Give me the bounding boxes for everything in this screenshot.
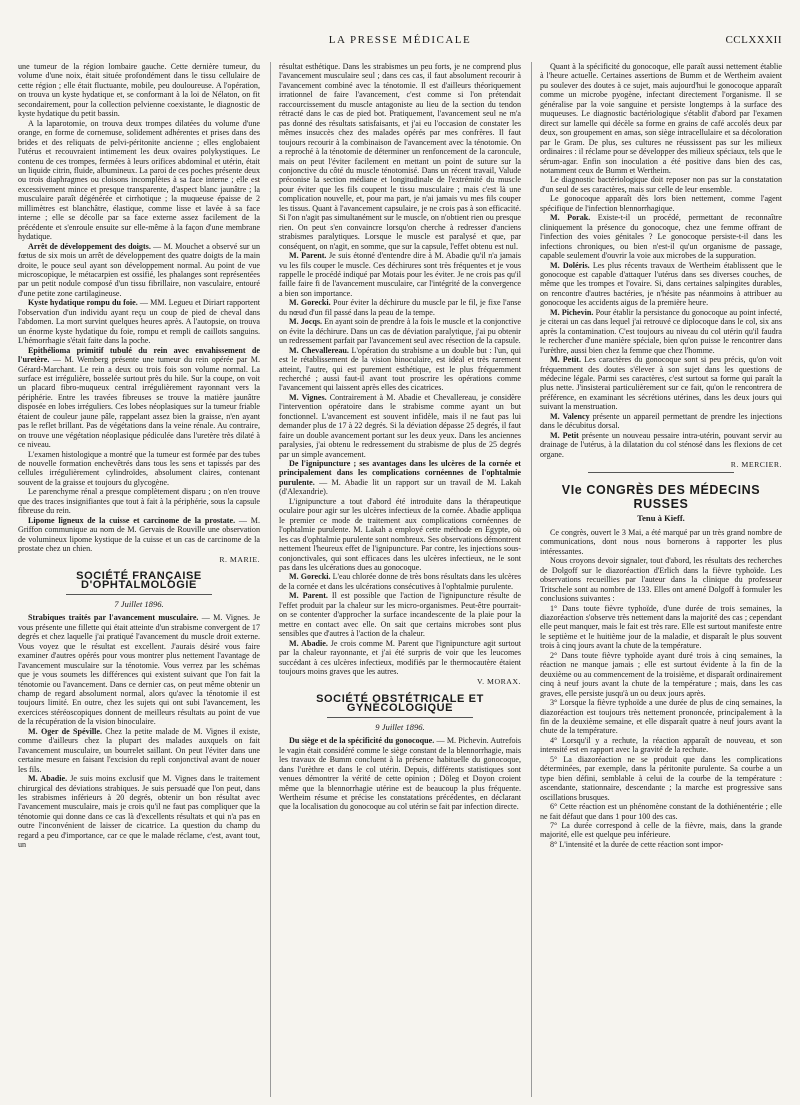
paragraph xyxy=(18,774,260,850)
paragraph xyxy=(18,613,260,726)
speaker-name: M. Gorecki. xyxy=(289,572,331,582)
item-text: Pour éviter la déchirure du muscle par le fil, je fixe l'anse du nœud d'un fil passé dans la peau de la tempe. xyxy=(279,298,521,317)
paragraph xyxy=(18,298,260,345)
paragraph: 8° L'intensité et la durée de cette réaction sont impor- xyxy=(550,839,724,849)
paragraph: 4° Lorsqu'il y a rechute, la réaction apparaît de nouveau, et son intensité est en rapport avec la gravité de la rechute. xyxy=(540,735,782,755)
paragraph xyxy=(18,242,260,299)
item-title: Kyste hydatique rompu du foie. xyxy=(28,298,138,308)
paragraph: 1° Dans toute fièvre typhoïde, d'une durée de trois semaines, la diazoréaction s'observe très nettement dans la majorité des cas ; cependant elle peut manquer, mais le fait est très rare. Elle est surtout manifeste entre le septième et le huitième jour de la maladie, et disparaît le plus souvent trois à cinq jours avant la chute de la température. xyxy=(540,603,782,651)
section-heading: SOCIÉTÉ FRANÇAISE D'OPHTALMOLOGIE xyxy=(76,570,202,592)
article-columns xyxy=(18,62,782,1097)
paragraph xyxy=(279,393,521,459)
paragraph: Ce congrès, ouvert le 3 Mai, a été marqué par un très grand nombre de communications, dont nous nous bornerons à rapporter les plus intéressantes. xyxy=(540,527,782,556)
paragraph xyxy=(18,727,260,774)
paragraph: 5° La diazoréaction ne se produit que dans les complications déterminées, par exemple, dans la péritonite purulente. Sa courbe a un type bien défini, semblable à celui de la courbe de la température : ascendante, stationnaire, descendante ; la marche est progressive sans oscillations brusques. xyxy=(540,754,782,802)
paragraph: résultat esthétique. Dans les strabismes un peu forts, je ne comprend plus l'avancement musculaire seul ; dans ces cas, il faut absolument recourir à l'avancement combiné avec la ténotomie. Il est d'ailleurs théoriquement irrationnel de faire l'avancement, c'est comme si l'on prétendait raccourcissement du muscle antagoniste au lieu de la section du tendon rétracté dans le cas de pied bot. Pratiquement, l'avancement seul ne m'a pas donné des résultats satisfaisants, et j'ai eu l'occasion de constater les mêmes insuccès chez des malades opérés par mes confrères. Il faut toujours recourir à la combinaison de l'avancement avec la ténotomie. On a reproché à la ténotomie de déterminer un renfoncement de la caroncule, mais on peut l'éviter facilement en mettant un point de suture sur la conjonctive du côté du muscle ténotomisé. Dans un récent travail, Valude préconise la section médiane et longitudinale de l'extrémité du muscle pour éviter que les fils coupent le tissu musculaire ; mais c'est là une complication nouvelle, et, pour ma part, je n'ai jamais vu mes fils couper les tissus. Quant à l'avancement capsulaire, je ne crois pas à son efficacité. Si l'on n'agit pas simultanément sur le muscle, on n'obtient rien ou presque rien. On peut s'en convaincre lorsqu'on cherche à redresser d'anciens strabismes paralytiques. Lorsque le muscle est paralysé et que, par conséquent, on n'agit, en somme, que sur la capsule, l'effet obtenu est nul. xyxy=(279,62,521,251)
paragraph xyxy=(279,346,521,393)
item-text: En ayant soin de prendre à la fois le muscle et la conjonctive on évite la déchirure. Dans un cas de déviation paralytique, j'ai pu obtenir un redressement parfait par l'avancement seul avec résection de la capsule. xyxy=(279,317,521,346)
item-title: Epithélioma primitif tubulé du rein avec envahissement de l'uretère. xyxy=(18,345,260,365)
item-text: Les caractères du gonocoque sont si peu précis, qu'on voit fréquemment des doutes s'élever à son sujet dans les questions de médecine légale. Parmi ses caractères, c'est surtout sa forme qui paraît la plus nette. J'insisterai particulièrement sur ce fait, qu'on le rencontrera de préférence, en examinant les sécrétions utérines, dans les deux jours qui suivant la menstruation. xyxy=(540,355,782,412)
section-date: 9 Juillet 1896. xyxy=(375,721,425,732)
item-text: — MM. Legueu et Diriart rapportent l'observation d'un individu ayant reçu un coup de pied de cheval dans l'abdomen. La mort survint quelques heures après. A l'autopsie, on trouva un énorme kyste hydatique du foie, rompu et rempli de caillots sanguins. L'hémorrhagie s'était faite dans la poche. xyxy=(18,298,260,346)
column-middle xyxy=(270,62,521,1097)
section-date: 7 Juillet 1896. xyxy=(114,598,164,609)
speaker-name: M. Chevallereau. xyxy=(289,345,349,355)
speaker-name: M. Abadie. xyxy=(289,638,328,648)
paragraph xyxy=(279,639,521,677)
speaker-name: M. Doléris. xyxy=(550,260,590,270)
item-text: Je crois comme M. Parent que l'ignipuncture agit surtout par la chaleur rayonnante, et j'ai été surpris de voir que les leucomes succédant à ces ulcères infectieux, modifiés par le thermocautère étaient toujours moins graves que les autres. xyxy=(279,638,521,676)
paragraph: 2° Dans toute fièvre typhoïde ayant duré trois à cinq semaines, la réaction ne manque jamais ; elle est surtout évidente à la fin de la deuxième ou au commencement de la troisième, et disparaît ordinairement cinq à neuf jours avant la chute de la température ; mais, dans les cas graves, elle persiste jusqu'à un ou deux jours après. xyxy=(540,650,782,698)
speaker-name: M. Abadie. xyxy=(28,774,68,784)
item-text: présente un nouveau pessaire intra-utérin, pouvant servir au drainage de l'utérus, à la dilatation du col sténosé dans les flexions de cet organe. xyxy=(540,430,782,459)
paragraph xyxy=(279,298,521,317)
paragraph: Nous croyons devoir signaler, tout d'abord, les résultats des recherches de Dolgoff sur le diazoréaction d'Erlich dans la fièvre typhoïde. Les observations recueillies par l'auteur dans la clinique du professeur Tritschele sont au nombre de 133. Elles ont amené Dolgoff à formuler les conclusions suivantes : xyxy=(540,556,782,604)
paragraph: Le parenchyme rénal a presque complètement disparu ; on n'en trouve que des traces insignifiantes que tout à fait à la périphérie, sous la capsule fibreuse du rein. xyxy=(18,487,260,516)
paragraph xyxy=(540,431,782,459)
paragraph: Quant à la spécificité du gonocoque, elle paraît aussi nettement établie à l'heure actuelle. Certaines assertions de Bumm et de Wertheim avaient pu soulever des doutes à ce sujet, mais aujourd'hui le gonocoque apparaît comme un microbe pyogène, infectant directement l'organisme. Il se généralise par la voie sanguine et persiste longtemps à la surface des muqueuses. Le diagnostic bactériologique s'établit d'abord par l'examen direct sur lamelle qui décèle sa forme en grains de café accolés deux par deux, son groupement en amas, son siège intracellulaire et sa décoloration par le Gram. De plus, ses cultures ne réussissent pas sur les milieux ordinaires : il réclame pour se développer des milieux spéciaux, tels que le sérum-agar. Enfin son inoculation a été positive dans bien des cas, notamment ceux de Bumm et Wertheim. xyxy=(540,62,782,175)
paragraph xyxy=(279,251,521,298)
item-text: Les plus récents travaux de Wertheim établissent que le gonocoque est capable d'attaquer l'utérus dans ses diverses couches, de même que les trompes et l'ovaire. Si, dans certaines salpingites durables, on rencontre d'autres bactéries, je n'hésite pas néanmoins à attribuer au gonocoque les accidents aigus de la première heure. xyxy=(540,260,782,308)
item-text: Je suis moins exclusif que M. Vignes dans le traitement chirurgical des déviations strabiques. Je suis persuadé que l'on peut, dans les strabismes inférieurs à 20 degrés, obtenir un bon résultat avec l'avancement musculaire, mais je crois qu'il ne faut pas compliquer que la ténotomie qui donne dans ce cas là d'excellents résultats et qui n'a pas en outre l'inconvénient de laisser de cicatrice. La question du champ du regard a peu d'importance, car ce que le malade réclame, c'est, avant tout, un xyxy=(18,774,260,850)
item-text: Je suis étonné d'entendre dire à M. Abadie qu'il n'a jamais vu les fils couper le muscle. Ces déchirures sont très fréquentes et je vous rappelle le procédé indiqué par Motais pour les éviter. Je ne crois pas qu'il faille faire fi de l'avancement musculaire, car l'intégrité de la convergence a bien son importance. xyxy=(279,251,521,298)
column-right xyxy=(531,62,782,1097)
paragraph: Le gonocoque apparaît dès lors bien nettement, comme l'agent spécifique de l'infection blennorrhagique. xyxy=(540,194,782,213)
speaker-name: M. Gorecki. xyxy=(289,298,331,308)
paragraph: 6° Cette réaction est un phénomène constant de la dothiénentérie ; elle ne fait défaut que dans 1 pour 100 des cas. xyxy=(540,802,782,821)
item-text: — M. Wemberg présente une tumeur du rein opérée par M. Gérard-Marchant. Le rein a deux ou trois fois son volume normal. La surface est irrégulière, bosselée surtout près du hile. Sur la coupe, on voit un placard fibro-muqueux central irrégulièrement rayonnant vers la périphérie. Entre les travées fibreuses se trouve la matière jaunâtre disposée en lobes irréguliers. Ces lobes néoplasiques sur la tumeur friable étaient de couleur jaune pâle, rappelant assez bien la graisse, n'en ayant pas le reflet brillant. Pas de végétations dans la veine rénale. Au contraire, on trouve une végétation néoplasique pédiculée dans l'uretère très dilaté à ce niveau. xyxy=(18,355,260,450)
paragraph xyxy=(540,308,782,355)
item-title: Du siège et de la spécificité du gonocoque. xyxy=(289,736,435,746)
item-text: présente un appareil permettant de prendre les injections dans le décubitus dorsal. xyxy=(540,411,782,431)
paragraph: Le diagnostic bactériologique doit reposer non pas sur la constatation d'un seul de ses caractères, mais sur celle de leur ensemble. xyxy=(540,175,782,194)
item-text: Chez la petite malade de M. Vignes il existe, comme d'ailleurs chez la plupart des malades auxquels on fait l'avancement musculaire, un bourrelet saillant. On peut l'éviter dans une certaine mesure en faisant l'excision du repli conjonctival avant de nouer les fils. xyxy=(18,726,260,774)
section-heading: SOCIÉTÉ OBSTÉTRICALE ET GYNÉCOLOGIQUE xyxy=(316,692,484,715)
journal-title: LA PRESSE MÉDICALE xyxy=(328,34,472,46)
paragraph: A la laparotomie, on trouva deux trompes dilatées du volume d'une orange, en forme de cornemuse, solidement adhérentes et prises dans des brides et des reliquats de pelvi-péritonite ancienne ; elles englobaient l'utérus et recouvraient intimement les deux ovaires polykystiques. Le contenu de ces trompes, fermées à leurs orifices abdominal et utérin, était un liquide citrin, fluide, albumineux. La paroi de ces poches présente deux ou trois diaphragmes ou cloisons incomplètes à sa face interne ; elle est excessivement mince et presque transparente, d'aspect blanc jaunâtre ; la musculaire paraît dégénérée et cirrhotique ; la muqueuse épaisse de 2 millimètres est blanchâtre, élastique, comme lisse et lavée à sa face interne ; elle se décolle par sa face externe assez facilement de la précédente et s'enroule ensuite sur elle-même à la façon d'une membrane hydatique. xyxy=(18,118,260,242)
author-signature: V. MORAX. xyxy=(477,677,521,687)
speaker-name: M. Vignes. xyxy=(289,392,327,402)
paragraph: 7° La durée correspond à celle de la fièvre, mais, dans la grande majorité, elle est quelque peu inférieure. xyxy=(540,820,782,840)
paragraph: L'ignipuncture a tout d'abord été introduite dans la thérapeutique oculaire pour agir sur les ulcères infectieux de la cornée. Abadie appliqua le premier ce mode de traitement aux complications cornéennes de l'ophtalmie purulente. M. Lakah a employé cette méthode en Egypte, où les cas d'ophtalmie purulente sont nombreux. Ses observations démontrent nettement l'heureux effet de l'ignipuncture. Par contre, les injections sous-conjonctivales, qui sont efficaces dans les ulcères infectieux, ne le sont pas dans les ulcérations dues au gonocoque. xyxy=(279,496,521,573)
section-rule xyxy=(66,594,211,595)
column-left xyxy=(18,62,260,1097)
item-text: Il est possible que l'action de l'ignipuncture résulte de l'effet produit par la chaleur sur les micro-organismes. Peut-être pourrait-on se contenter d'approcher la surface incandescente de la plaie pour la mettre en contact avec elle. On sait que certains microbes sont plus sensibles que d'autres à l'action de la chaleur. xyxy=(279,591,521,639)
speaker-name: M. Parent. xyxy=(289,591,328,601)
item-text: L'opération du strabisme a un double but : l'un, qui est le rétablissement de la vision binoculaire, est idéal et très rarement atteint, l'autre, qui est purement esthétique, est le plus fréquemment recherché ; aussi faut-il avant tout proscrire les opérations comme l'avancement qui laissent après elles des cicatrices. xyxy=(279,345,521,393)
section-rule xyxy=(327,717,472,718)
item-text: — M. Abadie lit un rapport sur un travail de M. Lakah (d'Alexandrie). xyxy=(279,477,521,497)
speaker-name: M. Petit xyxy=(550,430,579,440)
section-heading: VIe CONGRÈS DES MÉDECINS RUSSES xyxy=(561,483,761,512)
speaker-name: M. Valency xyxy=(550,411,590,421)
page-number: CCLXXXII xyxy=(725,34,782,46)
item-title: Arrêt de développement des doigts. xyxy=(28,241,151,251)
speaker-name: M. Parent. xyxy=(289,251,327,261)
paragraph xyxy=(279,317,521,345)
paragraph xyxy=(279,736,521,812)
paragraph xyxy=(18,346,260,450)
item-title: Lipome ligneux de la cuisse et carcinome de la prostate. xyxy=(28,515,236,525)
paragraph: une tumeur de la région lombaire gauche. Cette dernière tumeur, du volume d'une noix, était située profondément dans le tissu cellulaire de cette région ; elle était fluctuante, mobile, peu douloureuse. A l'opération, on trouva un kyste hydatique et, se conformant à la loi de Nélaton, on fit secondairement, pour la collection pelvienne coexistante, le diagnostic de kyste hydatique du petit bassin. xyxy=(18,62,260,119)
speaker-name: M. Petit. xyxy=(550,355,581,365)
author-signature: R. MARIE. xyxy=(219,554,260,564)
section-rule xyxy=(588,472,733,473)
paragraph xyxy=(279,591,521,638)
item-title: De l'ignipuncture ; ses avantages dans les ulcères de la cornée et principalement dans les complications cornéennes de l'ophtalmie purulente. xyxy=(279,459,521,487)
item-text: — M. Mouchet a observé sur un fœtus de six mois un arrêt de développement des quatre doigts de la main droite, le pouce seul ayant son développement normal. Au point de vue microscopique, le métacarpien est ossifié, les phalanges sont représentées par un petit nodule composé d'un tissu fibrillaire, non vasculaire, entouré d'une petite zone cartilagineuse. xyxy=(18,241,260,298)
paragraph xyxy=(540,412,782,431)
author-signature: R. MERCIER. xyxy=(730,460,782,470)
item-text: Pour établir la persistance du gonocoque au point infecté, je citerai un cas dans lequel j'ai retrouvé ce diplocoque dans le col, six ans après la contamination. C'est toujours au niveau du col utérin qu'il faudra le rechercher d'une manière spéciale, bien qu'on puisse le rencontrer dans l'urèthre, aussi bien chez la femme que chez l'homme. xyxy=(540,307,782,355)
paragraph xyxy=(18,516,260,554)
paragraph xyxy=(540,213,782,260)
item-text: — M. Pichevin. Autrefois le vagin était considéré comme le siège constant de la blennorrhagie, mais les travaux de Bumm concluent à la présence habituelle du gonocoque, dans l'urèthre et dans le col utérin. Depuis, différents statistiques sont venues démontrer la vérité de cette opinion ; Döleg et Doyon croient même que la blennorrhagie utérine est de beaucoup la plus fréquente. Wertheim résume et précise les constatations précédentes, en déclarant que la localisation du gonocoque au col utérin se fait par infection directe. xyxy=(279,736,521,812)
paragraph xyxy=(279,459,521,497)
section-subtitle: Tenu à Kieff. xyxy=(637,513,685,524)
speaker-name: M. Oger de Spéville. xyxy=(28,726,103,736)
paragraph: 3° Lorsque la fièvre typhoïde a une durée de plus de cinq semaines, la diazoréaction est toujours très nettement prononcée, principalement à la fin de la deuxième semaine, et elle disparaît quatre à neuf jours avant la chute de la température. xyxy=(540,698,782,736)
item-text: L'eau chlorée donne de très bons résultats dans les ulcères de la cornée et dans les ulcérations consécutives à l'ophtalmie purulente. xyxy=(279,572,521,591)
item-title: Strabiques traités par l'avancement musculaire. xyxy=(28,613,199,623)
speaker-name: M. Pichevin. xyxy=(550,307,594,317)
item-text: — M. Vignes. Je vous présente une fillette qui était atteinte d'un strabisme convergent de 17 degrés et chez laquelle j'ai pratiqué l'avancement du muscle droit externe. Vous voyez que le résultat est excellent. J'aurais désiré vous faire examiner d'autres opérés pour vous montrer plus nettement l'avantage de l'avancement musculaire sur la ténotomie. Vous verrez par les schémas que je vous soumets les différences qui existent suivant que l'on fait la ténotomie ou l'avancement. Dans ce dernier cas, on peut même obtenir un champ de regard absolument normal, alors qu'avec la ténotomie il est toujours limité. En outre, chez les sujets qui ont subi l'avancement, les exercices stéréoscopiques donnent de meilleurs résultats au point de vue de la récupération de la vision binoculaire. xyxy=(18,613,260,727)
paragraph: L'examen histologique a montré que la tumeur est formée par des tubes de nouvelle formation enchevêtrés dans tous les sens et tapissés par des cellules irrégulièrement cylindroïdes, absolument claires, contenant souvent de la graisse et toujours du glycogène. xyxy=(18,449,260,487)
paragraph xyxy=(540,261,782,308)
page-header xyxy=(18,34,782,52)
item-text: Contrairement à M. Abadie et Chevallereau, je considère l'intervention opératoire dans le strabisme comme ayant un but fonctionnel. L'avancement est souvent infidèle, mais il ne faut pas lui demander plus de 17 à 22 degrés. Si la déviation dépasse 25 degrés, il faut faire un double avancement portant sur les deux yeux. Dans les anciennes paralysies, j'ai obtenu le redressement du strabisme de plus de 25 degrés par un simple avancement. xyxy=(279,392,521,459)
item-text: — M. Griffon communique au nom de M. Gervais de Rouville une observation de volumineux lipome kystique de la cuisse et un cas de carcinome de la prostate chez un chien. xyxy=(18,515,260,554)
speaker-name: M. Jocqs. xyxy=(289,317,323,327)
item-text: Existe-t-il un procédé, permettant de reconnaître cliniquement la présence du gonocoque, chez une femme offrant de l'infection des voies génitales ? Le gonocoque persiste-t-il dans les infections chroniques, ou bien n'est-il qu'un organisme de passage, capable seulement d'ouvrir la voie aux microbes de la suppuration. xyxy=(540,213,782,261)
paragraph xyxy=(279,572,521,591)
paragraph xyxy=(540,355,782,412)
speaker-name: M. Porak. xyxy=(550,213,591,223)
